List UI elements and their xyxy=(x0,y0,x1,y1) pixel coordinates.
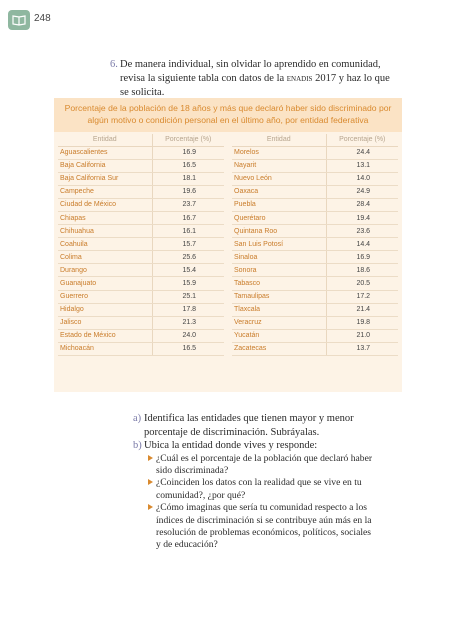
percent-cell: 16.7 xyxy=(152,211,224,224)
percent-cell: 24.9 xyxy=(326,185,398,198)
percent-cell: 25.6 xyxy=(152,251,224,264)
entity-cell: Veracruz xyxy=(232,316,326,329)
table-row xyxy=(58,329,224,342)
question-label: b) xyxy=(133,440,142,451)
bullet-item: ¿Coinciden los datos con la realidad que se vive en tu comunidad?, ¿por qué? xyxy=(148,477,374,502)
entity-cell: Chihuahua xyxy=(58,225,152,238)
table-row xyxy=(232,251,398,264)
table-row xyxy=(232,290,398,303)
table-row xyxy=(58,238,224,251)
table-row xyxy=(58,251,224,264)
table-row xyxy=(58,225,224,238)
table-row xyxy=(232,329,398,342)
percent-cell: 21.0 xyxy=(326,329,398,342)
question-label: a) xyxy=(133,413,142,424)
entity-cell: Morelos xyxy=(232,146,326,159)
table-row xyxy=(58,290,224,303)
triangle-bullet-icon xyxy=(148,479,153,485)
table-row xyxy=(232,264,398,277)
entity-cell: Baja California xyxy=(58,159,152,172)
instruction-text-before: De manera individual, sin olvidar lo aprendido en comunidad, revisa la siguiente tabla con datos de la xyxy=(120,59,381,84)
entity-cell: Michoacán xyxy=(58,342,152,355)
table-row xyxy=(232,238,398,251)
entity-cell: Sinaloa xyxy=(232,251,326,264)
entity-cell: Puebla xyxy=(232,198,326,211)
entity-cell: Colima xyxy=(58,251,152,264)
table-left xyxy=(58,134,224,356)
table-row xyxy=(58,211,224,224)
percent-cell: 21.3 xyxy=(152,316,224,329)
entity-cell: Hidalgo xyxy=(58,303,152,316)
percent-cell: 15.7 xyxy=(152,238,224,251)
percent-cell: 18.1 xyxy=(152,172,224,185)
entity-cell: Yucatán xyxy=(232,329,326,342)
entity-cell: Chiapas xyxy=(58,211,152,224)
triangle-bullet-icon xyxy=(148,455,153,461)
entity-cell: Tlaxcala xyxy=(232,303,326,316)
table-row xyxy=(58,316,224,329)
table-row xyxy=(58,185,224,198)
table-row xyxy=(232,185,398,198)
percent-cell: 24.0 xyxy=(152,329,224,342)
table-row xyxy=(58,264,224,277)
entity-cell: Campeche xyxy=(58,185,152,198)
question-b xyxy=(134,439,374,453)
table-row xyxy=(232,172,398,185)
question-a xyxy=(134,412,374,439)
table-row xyxy=(232,198,398,211)
table-row xyxy=(58,172,224,185)
triangle-bullet-icon xyxy=(148,504,153,510)
entity-cell: Estado de México xyxy=(58,329,152,342)
entity-cell: Baja California Sur xyxy=(58,172,152,185)
entity-cell: Nuevo León xyxy=(232,172,326,185)
entity-cell: Nayarit xyxy=(232,159,326,172)
percent-cell: 19.4 xyxy=(326,211,398,224)
header-entity: Entidad xyxy=(58,134,152,146)
entity-cell: Querétaro xyxy=(232,211,326,224)
instruction-number: 6. xyxy=(110,59,118,70)
header-percent: Porcentaje (%) xyxy=(152,134,224,146)
percent-cell: 17.2 xyxy=(326,290,398,303)
instruction xyxy=(110,58,400,100)
questions xyxy=(134,412,374,552)
percent-cell: 16.1 xyxy=(152,225,224,238)
percent-cell: 13.7 xyxy=(326,342,398,355)
instruction-acronym: enadis xyxy=(286,73,313,84)
table-row xyxy=(232,211,398,224)
percent-cell: 21.4 xyxy=(326,303,398,316)
entity-cell: Tabasco xyxy=(232,277,326,290)
entity-cell: Zacatecas xyxy=(232,342,326,355)
percent-cell: 18.6 xyxy=(326,264,398,277)
table-row xyxy=(232,159,398,172)
instruction-text-after: 2017 y haz lo que se solicita. xyxy=(120,73,390,98)
bullet-item: ¿Cómo imaginas que sería tu comunidad respecto a los índices de discriminación si se contribuye aún más en la resolución de problemas económicos, políticos, sociales y de educación? xyxy=(148,502,374,552)
table-right xyxy=(232,134,398,356)
entity-cell: Ciudad de México xyxy=(58,198,152,211)
entity-cell: Guerrero xyxy=(58,290,152,303)
entity-cell: Oaxaca xyxy=(232,185,326,198)
percent-cell: 19.6 xyxy=(152,185,224,198)
table-row xyxy=(58,303,224,316)
bullet-list xyxy=(148,453,374,552)
data-table xyxy=(54,98,402,392)
entity-cell: Aguascalientes xyxy=(58,146,152,159)
table-row xyxy=(58,342,224,355)
header-entity: Entidad xyxy=(232,134,326,146)
percent-cell: 17.8 xyxy=(152,303,224,316)
entity-cell: Jalisco xyxy=(58,316,152,329)
entity-cell: Guanajuato xyxy=(58,277,152,290)
percent-cell: 14.4 xyxy=(326,238,398,251)
percent-cell: 24.4 xyxy=(326,146,398,159)
table-row xyxy=(232,277,398,290)
table-row xyxy=(232,225,398,238)
percent-cell: 13.1 xyxy=(326,159,398,172)
table-row xyxy=(58,277,224,290)
table-row xyxy=(58,159,224,172)
table-row xyxy=(232,342,398,355)
question-text: Ubica la entidad donde vives y responde: xyxy=(144,440,318,451)
entity-cell: Coahuila xyxy=(58,238,152,251)
percent-cell: 15.9 xyxy=(152,277,224,290)
table-row xyxy=(232,316,398,329)
table-row xyxy=(58,146,224,159)
header-percent: Porcentaje (%) xyxy=(326,134,398,146)
table-row xyxy=(58,198,224,211)
percent-cell: 23.6 xyxy=(326,225,398,238)
percent-cell: 23.7 xyxy=(152,198,224,211)
entity-cell: Sonora xyxy=(232,264,326,277)
percent-cell: 20.5 xyxy=(326,277,398,290)
percent-cell: 14.0 xyxy=(326,172,398,185)
percent-cell: 25.1 xyxy=(152,290,224,303)
entity-cell: Quintana Roo xyxy=(232,225,326,238)
percent-cell: 28.4 xyxy=(326,198,398,211)
page-number: 248 xyxy=(34,13,51,24)
table-title: Porcentaje de la población de 18 años y más que declaró haber sido discriminado por algún motivo o condición personal en el último año, por entidad federativa xyxy=(54,98,402,132)
entity-cell: Durango xyxy=(58,264,152,277)
percent-cell: 16.9 xyxy=(152,146,224,159)
table-row xyxy=(232,303,398,316)
percent-cell: 16.9 xyxy=(326,251,398,264)
bullet-item: ¿Cuál es el porcentaje de la población que declaró haber sido discriminada? xyxy=(148,453,374,478)
entity-cell: San Luis Potosí xyxy=(232,238,326,251)
question-text: Identifica las entidades que tienen mayor y menor porcentaje de discriminación. Subráyalas. xyxy=(144,413,354,438)
entity-cell: Tamaulipas xyxy=(232,290,326,303)
percent-cell: 19.8 xyxy=(326,316,398,329)
table-row xyxy=(232,146,398,159)
percent-cell: 15.4 xyxy=(152,264,224,277)
percent-cell: 16.5 xyxy=(152,159,224,172)
percent-cell: 16.5 xyxy=(152,342,224,355)
book-icon xyxy=(8,10,30,30)
